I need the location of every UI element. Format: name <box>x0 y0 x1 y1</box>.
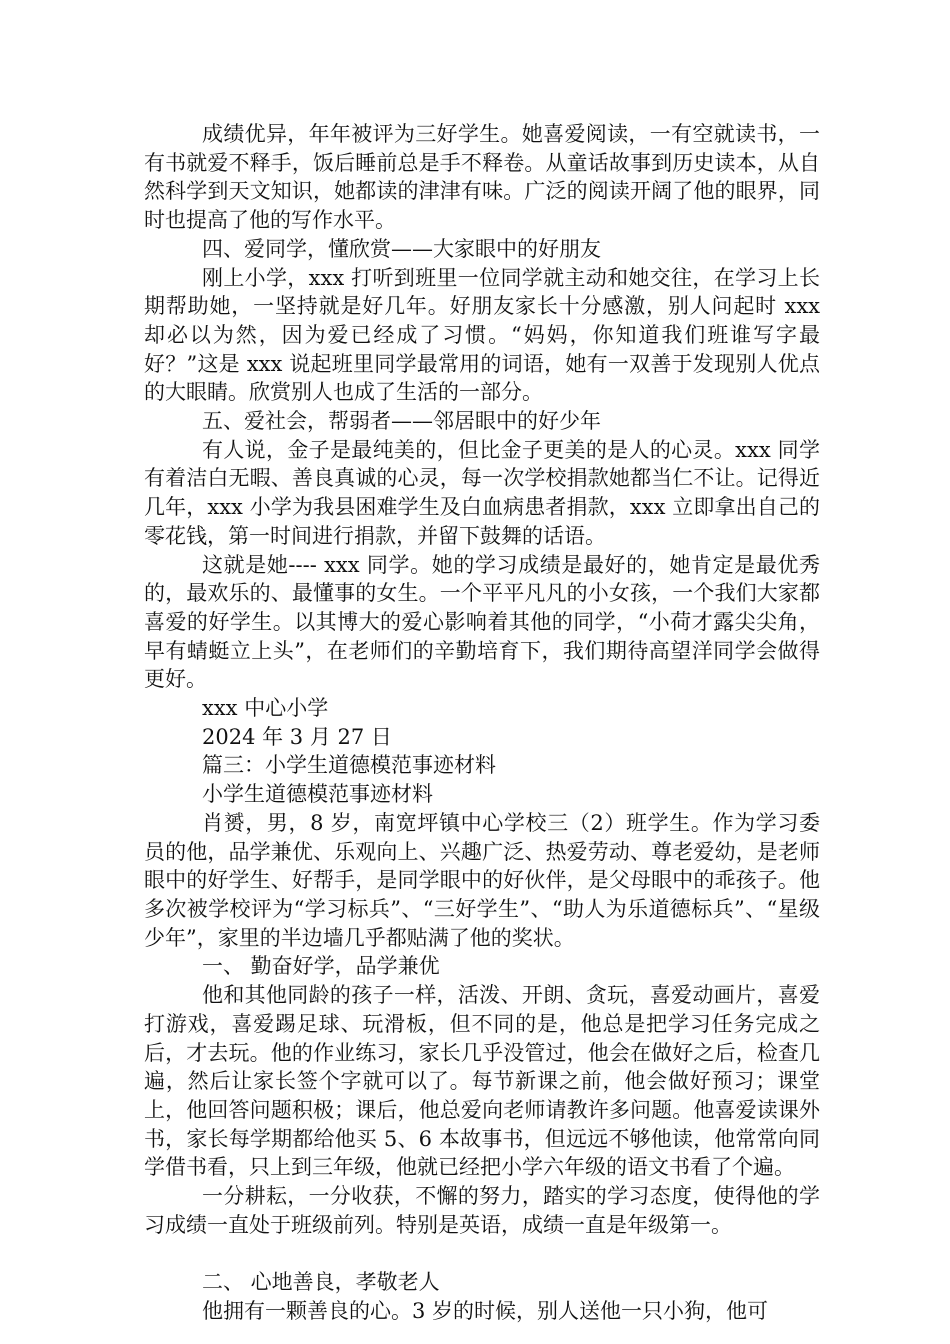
document-title: 小学生道德模范事迹材料 <box>202 782 433 807</box>
signature-school: xxx 中心小学 <box>202 696 329 721</box>
chapter-title: 篇三：小学生道德模范事迹材料 <box>202 753 496 778</box>
paragraph: 他和其他同龄的孩子一样，活泼、开朗、贪玩，喜爱动画片，喜爱打游戏，喜爱踢足球、玩滑板，但不同的是，他总是把学习任务完成之后，才去玩。他的作业练习，家长几乎没管过，他会在做好之后，检查几遍，然后让家长签个字就可以了。每节新课之前，他会做好预习；课堂上，他回答问题积极；课后，他总爱向老师请教许多问题。他喜爱读课外书，家长每学期都给他买 5、6 本故事书，但远远不够他读，他常常向同学借书看，只上到三年级，他就已经把小学六年级的语文书看了个遍。 <box>144 983 820 1180</box>
section-heading: 一、 勤奋好学，品学兼优 <box>202 954 440 979</box>
paragraph: 一分耕耘，一分收获，不懈的努力，踏实的学习态度，使得他的学习成绩一直处于班级前列。特别是英语，成绩一直是年级第一。 <box>144 1184 820 1237</box>
paragraph: 刚上小学，xxx 打听到班里一位同学就主动和她交往，在学习上长期帮助她，一坚持就是好几年。好朋友家长十分感激，别人问起时 xxx 却必以为然，因为爱已经成了习惯。“妈妈，你知道我们班谁写字最好？”这是 xxx 说起班里同学最常用的词语，她有一双善于发现别人优点的大眼睛。欣赏别人也成了生活的一部分。 <box>144 265 820 405</box>
section-heading: 四、爱同学，懂欣赏——大家眼中的好朋友 <box>202 236 601 261</box>
paragraph: 肖赟，男，8 岁，南宽坪镇中心学校三（2）班学生。作为学习委员的他，品学兼优、乐观向上、兴趣广泛、热爱劳动、尊老爱幼，是老师眼中的好学生、好帮手，是同学眼中的好伙伴，是父母眼中的乖孩子。他多次被学校评为“学习标兵”、“三好学生”、“助人为乐道德标兵”、“星级少年”，家里的半边墙几乎都贴满了他的奖状。 <box>144 810 820 950</box>
blank-line <box>144 1239 820 1268</box>
section-heading: 五、爱社会，帮弱者——邻居眼中的好少年 <box>202 409 601 434</box>
section-heading: 二、 心地善良，孝敬老人 <box>202 1270 440 1295</box>
paragraph: 有人说，金子是最纯美的，但比金子更美的是人的心灵。xxx 同学有着洁白无暇、善良真诚的心灵，每一次学校捐款她都当仁不让。记得近几年，xxx 小学为我县困难学生及白血病患者捐款，xxx 立即拿出自己的零花钱，第一时间进行捐款，并留下鼓舞的话语。 <box>144 437 820 548</box>
signature-date: 2024 年 3 月 27 日 <box>202 724 392 749</box>
paragraph: 他拥有一颗善良的心。3 岁的时候，别人送他一只小狗，他可 <box>202 1299 769 1324</box>
document-body <box>144 120 820 1326</box>
paragraph: 这就是她---- xxx 同学。她的学习成绩是最好的，她肯定是最优秀的，最欢乐的、最懂事的女生。一个平平凡凡的小女孩，一个我们大家都喜爱的好学生。以其博大的爱心影响着其他的同学，“小荷才露尖尖角，早有蜻蜓立上头”，在老师们的辛勤培育下，我们期待高望洋同学会做得更好。 <box>144 552 820 692</box>
paragraph: 成绩优异，年年被评为三好学生。她喜爱阅读，一有空就读书，一有书就爱不释手，饭后睡前总是手不释卷。从童话故事到历史读本，从自然科学到天文知识，她都读的津津有味。广泛的阅读开阔了他的眼界，同时也提高了他的写作水平。 <box>144 122 820 233</box>
